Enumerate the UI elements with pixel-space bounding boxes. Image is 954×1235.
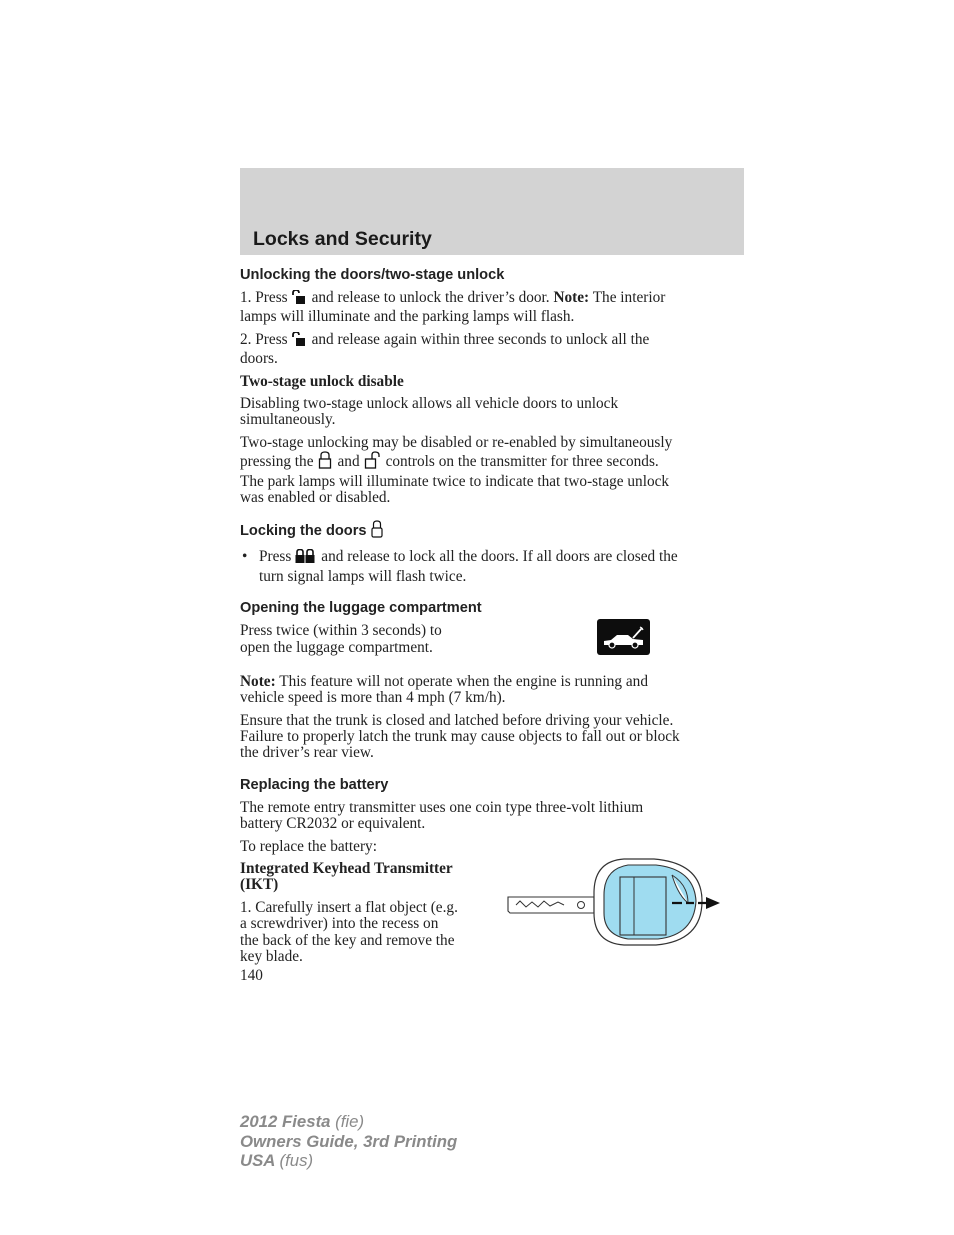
unlock-step1: 1. Press and release to unlock the driver’s door. Note: The interior lamps will illuminate and the parking lamps will flash. bbox=[240, 289, 666, 326]
ikt-heading: Integrated Keyhead Transmitter (IKT) bbox=[240, 859, 453, 894]
page-content bbox=[240, 266, 744, 985]
luggage-warning: Ensure that the trunk is closed and latched before driving your vehicle. Failure to properly latch the trunk may cause objects to fall out or block the driver’s rear view. bbox=[240, 711, 680, 762]
luggage-note: Note: This feature will not operate when the engine is running and vehicle speed is more than 4 mph (7 km/h). bbox=[240, 672, 648, 707]
disable-paragraph-1: Disabling two-stage unlock allows all vehicle doors to unlock simultaneously. bbox=[240, 395, 619, 429]
chapter-title: Locks and Security bbox=[253, 228, 432, 250]
unlock-heading: Unlocking the doors/two-stage unlock bbox=[240, 267, 505, 283]
luggage-row bbox=[240, 623, 744, 659]
locking-bullet: • Press and release to lock all the doors. If all doors are closed the turn signal lamps will flash twice. bbox=[242, 548, 678, 585]
lock-padlock-icon bbox=[318, 451, 332, 473]
key-transmitter-illustration bbox=[506, 855, 738, 985]
trunk-release-icon bbox=[597, 619, 650, 659]
unlock-step2: 2. Press and release again within three seconds to unlock all the doors. bbox=[240, 330, 650, 368]
battery-heading: Replacing the battery bbox=[240, 776, 389, 793]
luggage-instruction: Press twice (within 3 seconds) to open the luggage compartment. bbox=[240, 622, 442, 656]
unlock-padlock-icon bbox=[292, 332, 306, 351]
unlock-padlock-outline-icon bbox=[364, 451, 380, 473]
battery-paragraph-1: The remote entry transmitter uses one coin type three-volt lithium battery CR2032 or equivalent. bbox=[240, 798, 644, 833]
locking-heading: Locking the doors bbox=[240, 520, 744, 543]
ikt-row bbox=[240, 861, 744, 985]
luggage-heading: Opening the luggage compartment bbox=[240, 600, 482, 617]
disable-paragraph-2: Two-stage unlocking may be disabled or re-enabled by simultaneously pressing the and controls on the transmitter for three seconds. The park lamps will illuminate twice to indicate that two-stage unlock was enabled or disabled. bbox=[240, 433, 673, 507]
unlock-padlock-icon bbox=[292, 290, 306, 309]
page-number: 140 bbox=[240, 967, 263, 985]
lock-double-padlock-icon bbox=[295, 549, 315, 568]
document-footer: 2012 Fiesta (fie) Owners Guide, 3rd Printing USA (fus) bbox=[240, 1112, 458, 1170]
chapter-header bbox=[240, 168, 744, 255]
lock-padlock-icon bbox=[371, 520, 383, 543]
disable-heading: Two-stage unlock disable bbox=[240, 372, 404, 390]
battery-paragraph-2: To replace the battery: bbox=[240, 837, 377, 855]
ikt-step1: 1. Carefully insert a flat object (e.g. a screwdriver) into the recess on the back of the key and remove the key blade. bbox=[240, 898, 458, 965]
